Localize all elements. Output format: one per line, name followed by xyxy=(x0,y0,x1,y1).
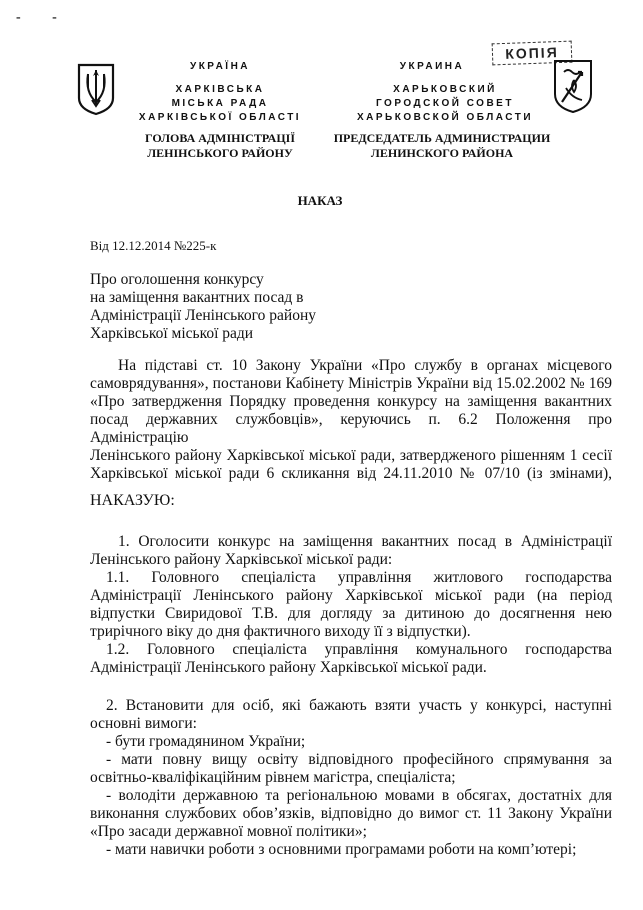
preamble-line: «Про затвердження Порядку проведення конкурсу на заміщення вакантних xyxy=(90,393,612,410)
item1-line: трирічного віку до дня фактичного виходу її з відпустки). xyxy=(90,623,471,640)
item2-line: - мати повну вищу освіту відповідного професійного спрямування за xyxy=(106,751,612,768)
header-right-head xyxy=(322,131,562,161)
preamble-line: Ленінського району Харківської міської ради, затвердженого рішенням 1 сесії xyxy=(90,447,612,464)
trident-emblem-icon xyxy=(76,62,116,116)
header-right-head-line: ЛЕНИНСКОГО РАЙОНА xyxy=(370,146,514,160)
header-right-body xyxy=(355,83,535,125)
item2-line: 2. Встановити для осіб, які бажають взяти участь у конкурсі, наступні xyxy=(106,697,612,714)
header-left-head-line: ЛЕНІНСЬКОГО РАЙОНУ xyxy=(147,146,293,160)
item2-line: освітньо-кваліфікаційним рівнем магістра, спеціаліста; xyxy=(90,769,456,786)
header-right-line: ГОРОДСКОЙ СОВЕТ xyxy=(376,98,514,109)
kharkiv-coat-of-arms-icon xyxy=(552,58,594,114)
subject-line: Адміністрації Ленінського району xyxy=(90,307,316,324)
item1-line: Адміністрації Ленінського району Харківської міської ради. xyxy=(90,659,487,676)
item2-line: - бути громадянином України; xyxy=(106,733,306,750)
header-left-head xyxy=(135,131,305,161)
item1-line: відпустки Свиридової Т.В. для догляду за дитиною до досягнення нею xyxy=(90,605,612,622)
header-left-head-line: ГОЛОВА АДМІНІСТРАЦІЇ xyxy=(145,131,295,145)
preamble-line: посад державних службовців», керуючись п. 6.2 Положення про Адміністрацію xyxy=(90,411,612,446)
preamble-paragraph xyxy=(90,357,612,483)
item1-line: 1.2. Головного спеціаліста управління комунального господарства xyxy=(106,641,612,658)
item1-line: 1.1. Головного спеціаліста управління житлового господарства xyxy=(106,569,612,586)
order-subject xyxy=(90,271,410,343)
preamble-line: Харківської міської ради 6 скликання від 24.11.2010 № 07/10 (із змінами), xyxy=(90,465,612,482)
item1-line: Ленінського району Харківської міської ради: xyxy=(90,551,393,568)
item1-line: Адміністрації Ленінського району Харківської міської ради (на період xyxy=(90,587,612,604)
header-left-line: ХАРКІВСЬКОЇ ОБЛАСТІ xyxy=(138,112,302,123)
header-right-line: ХАРЬКОВСКОЙ ОБЛАСТИ xyxy=(356,112,533,123)
order-date-number: Від 12.12.2014 №225-к xyxy=(90,238,217,253)
header-left-line: МІСЬКА РАДА xyxy=(171,98,269,109)
subject-line: Харківської міської ради xyxy=(90,325,254,342)
header-left-body xyxy=(135,83,305,125)
document-type-title: НАКАЗ xyxy=(297,193,343,208)
item1-line: 1. Оголосити конкурс на заміщення вакантних посад в Адміністрації xyxy=(118,533,612,550)
preamble-line: На підставі ст. 10 Закону України «Про службу в органах місцевого xyxy=(118,357,612,374)
header-right-head-line: ПРЕДСЕДАТЕЛЬ АДМИНИСТРАЦИИ xyxy=(333,131,551,145)
order-item-1 xyxy=(90,533,612,677)
scan-marks: ‑ ‑ xyxy=(16,10,71,25)
header-left-country: УКРАЇНА xyxy=(189,61,251,72)
copy-stamp-text: КОПІЯ xyxy=(505,44,559,62)
header-right-line: ХАРЬКОВСКИЙ xyxy=(393,84,497,95)
item2-line: - володіти державною та регіональною мовами в обсягах, достатніх для xyxy=(106,787,612,804)
subject-line: Про оголошення конкурсу xyxy=(90,271,264,288)
item2-line: «Про засади державної мовної політики»; xyxy=(90,823,367,840)
item2-line: виконання службових обов’язків, відповідно до вимог ст. 11 Закону України xyxy=(90,805,612,822)
header-left-line: ХАРКІВСЬКА xyxy=(175,84,265,95)
item2-line: - мати навички роботи з основними програмами роботи на комп’ютері; xyxy=(106,841,577,858)
item2-line: основні вимоги: xyxy=(90,715,197,732)
header-right-country: УКРАИНА xyxy=(399,61,465,72)
order-word: НАКАЗУЮ: xyxy=(90,492,175,509)
preamble-line: самоврядування», постанови Кабінету Міністрів України від 15.02.2002 № 169 xyxy=(90,375,612,392)
order-item-2 xyxy=(90,697,612,859)
subject-line: на заміщення вакантних посад в xyxy=(90,289,304,306)
